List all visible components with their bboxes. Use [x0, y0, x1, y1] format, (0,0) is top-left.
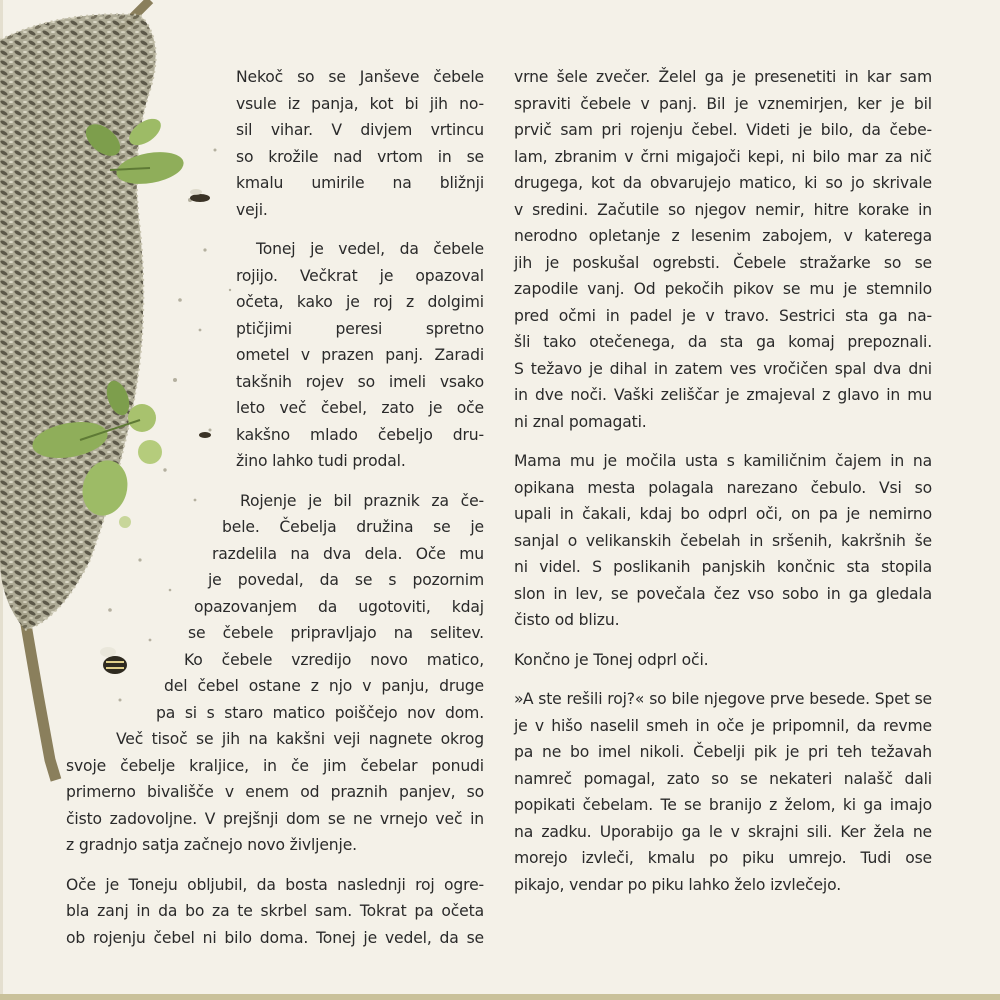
- paragraph: [514, 686, 932, 898]
- page-edge-bottom: [0, 994, 1000, 1000]
- text-line: upali in čakali, kdaj bo odprl oči, on pa je nemirno: [514, 505, 932, 523]
- text-line: Nekoč so se Janševe čebele: [236, 68, 484, 86]
- text-line: drugega, kot da obvarujejo matico, ki so jo skrivale: [514, 174, 932, 192]
- text-line: del čebel ostane z njo v panju, druge: [164, 677, 484, 695]
- text-line: čisto zadovoljne. V prejšnji dom se ne vrnejo več in: [66, 809, 484, 828]
- text-line: namreč pomagal, zato so se nekateri nalašč dali: [514, 769, 932, 788]
- text-line: šli tako otečenega, da sta ga komaj prepoznali.: [514, 333, 932, 351]
- text-line: prvič sam pri rojenju čebel. Videti je bilo, da čebe-: [514, 121, 932, 139]
- text-line: ptičjimi peresi spretno: [236, 319, 484, 338]
- text-line: Mama mu je močila usta s kamiličnim čajem in na: [514, 452, 932, 470]
- text-column-right: [514, 64, 932, 911]
- text-line: Več tisoč se jih na kakšni veji nagnete okrog: [116, 730, 484, 748]
- text-line: ometel v prazen panj. Zaradi: [236, 346, 484, 364]
- text-line: S težavo je dihal in zatem ves vročičen spal dva dni: [514, 359, 932, 378]
- paragraph: [0, 64, 484, 223]
- text-line: žino lahko tudi prodal.: [236, 452, 406, 470]
- text-line: Tonej je vedel, da čebele: [256, 240, 484, 258]
- text-line: spraviti čebele v panj. Bil je vznemirjen, ker je bil: [514, 94, 932, 113]
- text-line: in dve noči. Vaški zeliščar je zmajeval z glavo in mu: [514, 386, 932, 404]
- text-line: sanjal o velikanskih čebelah in sršenih, kakršnih še: [514, 531, 932, 550]
- text-line: vrne šele zvečer. Želel ga je presenetiti in kar sam: [514, 68, 932, 86]
- text-line: primerno bivališče v enem od praznih panjev, so: [66, 783, 484, 801]
- text-line: opazovanjem da ugotoviti, kdaj: [194, 597, 484, 616]
- text-line: opikana mesta polagala narezano čebulo. Vsi so: [514, 478, 932, 497]
- text-line: »A ste rešili roj?« so bile njegove prve besede. Spet se: [514, 690, 932, 708]
- text-line: ni videl. S poslikanih panjskih končnic sta stopila: [514, 558, 932, 576]
- text-line: v sredini. Začutile so njegov nemir, hitre korake in: [514, 200, 932, 219]
- text-line: takšnih rojev so imeli vsako: [236, 372, 484, 391]
- text-line: leto več čebel, zato je oče: [236, 399, 484, 417]
- text-line: ni znal pomagati.: [514, 412, 647, 431]
- text-line: kakšno mlado čebeljo dru-: [236, 425, 484, 444]
- text-line: pa si s staro matico poiščejo nov dom.: [156, 703, 484, 722]
- text-line: čisto od blizu.: [514, 611, 620, 629]
- paragraph: [0, 236, 484, 475]
- text-line: z gradnjo satja začnejo novo življenje.: [66, 836, 357, 854]
- text-line: Rojenje je bil praznik za če-: [240, 491, 484, 510]
- text-line: morejo izvleči, kmalu po piku umrejo. Tudi ose: [514, 849, 932, 867]
- text-line: Oče je Toneju obljubil, da bosta naslednji roj ogre-: [66, 875, 484, 894]
- text-line: bla zanj in da bo za te skrbel sam. Tokrat pa očeta: [66, 902, 484, 920]
- text-line: Ko čebele vzredijo novo matico,: [184, 650, 484, 669]
- text-line: je v hišo naselil smeh in oče je pripomnil, da revme: [514, 716, 932, 735]
- text-line: nerodno opletanje z lesenim zabojem, v katerega: [514, 227, 932, 245]
- text-line: Končno je Tonej odprl oči.: [514, 650, 709, 669]
- paragraph: [0, 872, 484, 952]
- text-line: pa ne bo imel nikoli. Čebelji pik je pri teh težavah: [514, 743, 932, 761]
- text-line: kmalu umirile na bližnji: [236, 174, 484, 192]
- text-line: razdelila na dva dela. Oče mu: [212, 544, 484, 563]
- text-line: veji.: [236, 200, 268, 219]
- text-column-left: [0, 64, 484, 964]
- text-line: se čebele pripravljajo na selitev.: [188, 624, 484, 642]
- text-line: sil vihar. V divjem vrtincu: [236, 121, 484, 139]
- text-line: na zadku. Uporabijo ga le v skrajni sili. Ker žela ne: [514, 822, 932, 841]
- text-line: zapodile vanj. Od pekočih pikov se mu je stemnilo: [514, 280, 932, 298]
- text-line: lam, zbranim v črni migajoči kepi, ni bilo mar za nič: [514, 147, 932, 166]
- text-line: ob rojenju čebel ni bilo doma. Tonej je vedel, da se: [66, 928, 484, 947]
- paragraph: [514, 647, 932, 674]
- text-line: očeta, kako je roj z dolgimi: [236, 293, 484, 311]
- text-line: pikajo, vendar po piku lahko želo izvlečejo.: [514, 875, 842, 894]
- text-line: so krožile nad vrtom in se: [236, 147, 484, 166]
- text-line: svoje čebelje kraljice, in če jim čebelar ponudi: [66, 756, 484, 775]
- text-line: bele. Čebelja družina se je: [222, 518, 484, 536]
- text-line: rojijo. Večkrat je opazoval: [236, 266, 484, 285]
- paragraph: [514, 448, 932, 634]
- paragraph: [0, 488, 484, 859]
- text-line: vsule iz panja, kot bi jih no-: [236, 94, 484, 113]
- paragraph: [514, 64, 932, 435]
- text-line: pred očmi in padel je v travo. Sestrici sta ga na-: [514, 306, 932, 325]
- text-line: slon in lev, se povečala čez vso sobo in ga gledala: [514, 584, 932, 603]
- text-line: popikati čebelam. Te se branijo z želom, ki ga imajo: [514, 796, 932, 814]
- text-line: jih je poskušal ogrebsti. Čebele stražarke so se: [514, 253, 932, 272]
- text-line: je povedal, da se s pozornim: [208, 571, 484, 589]
